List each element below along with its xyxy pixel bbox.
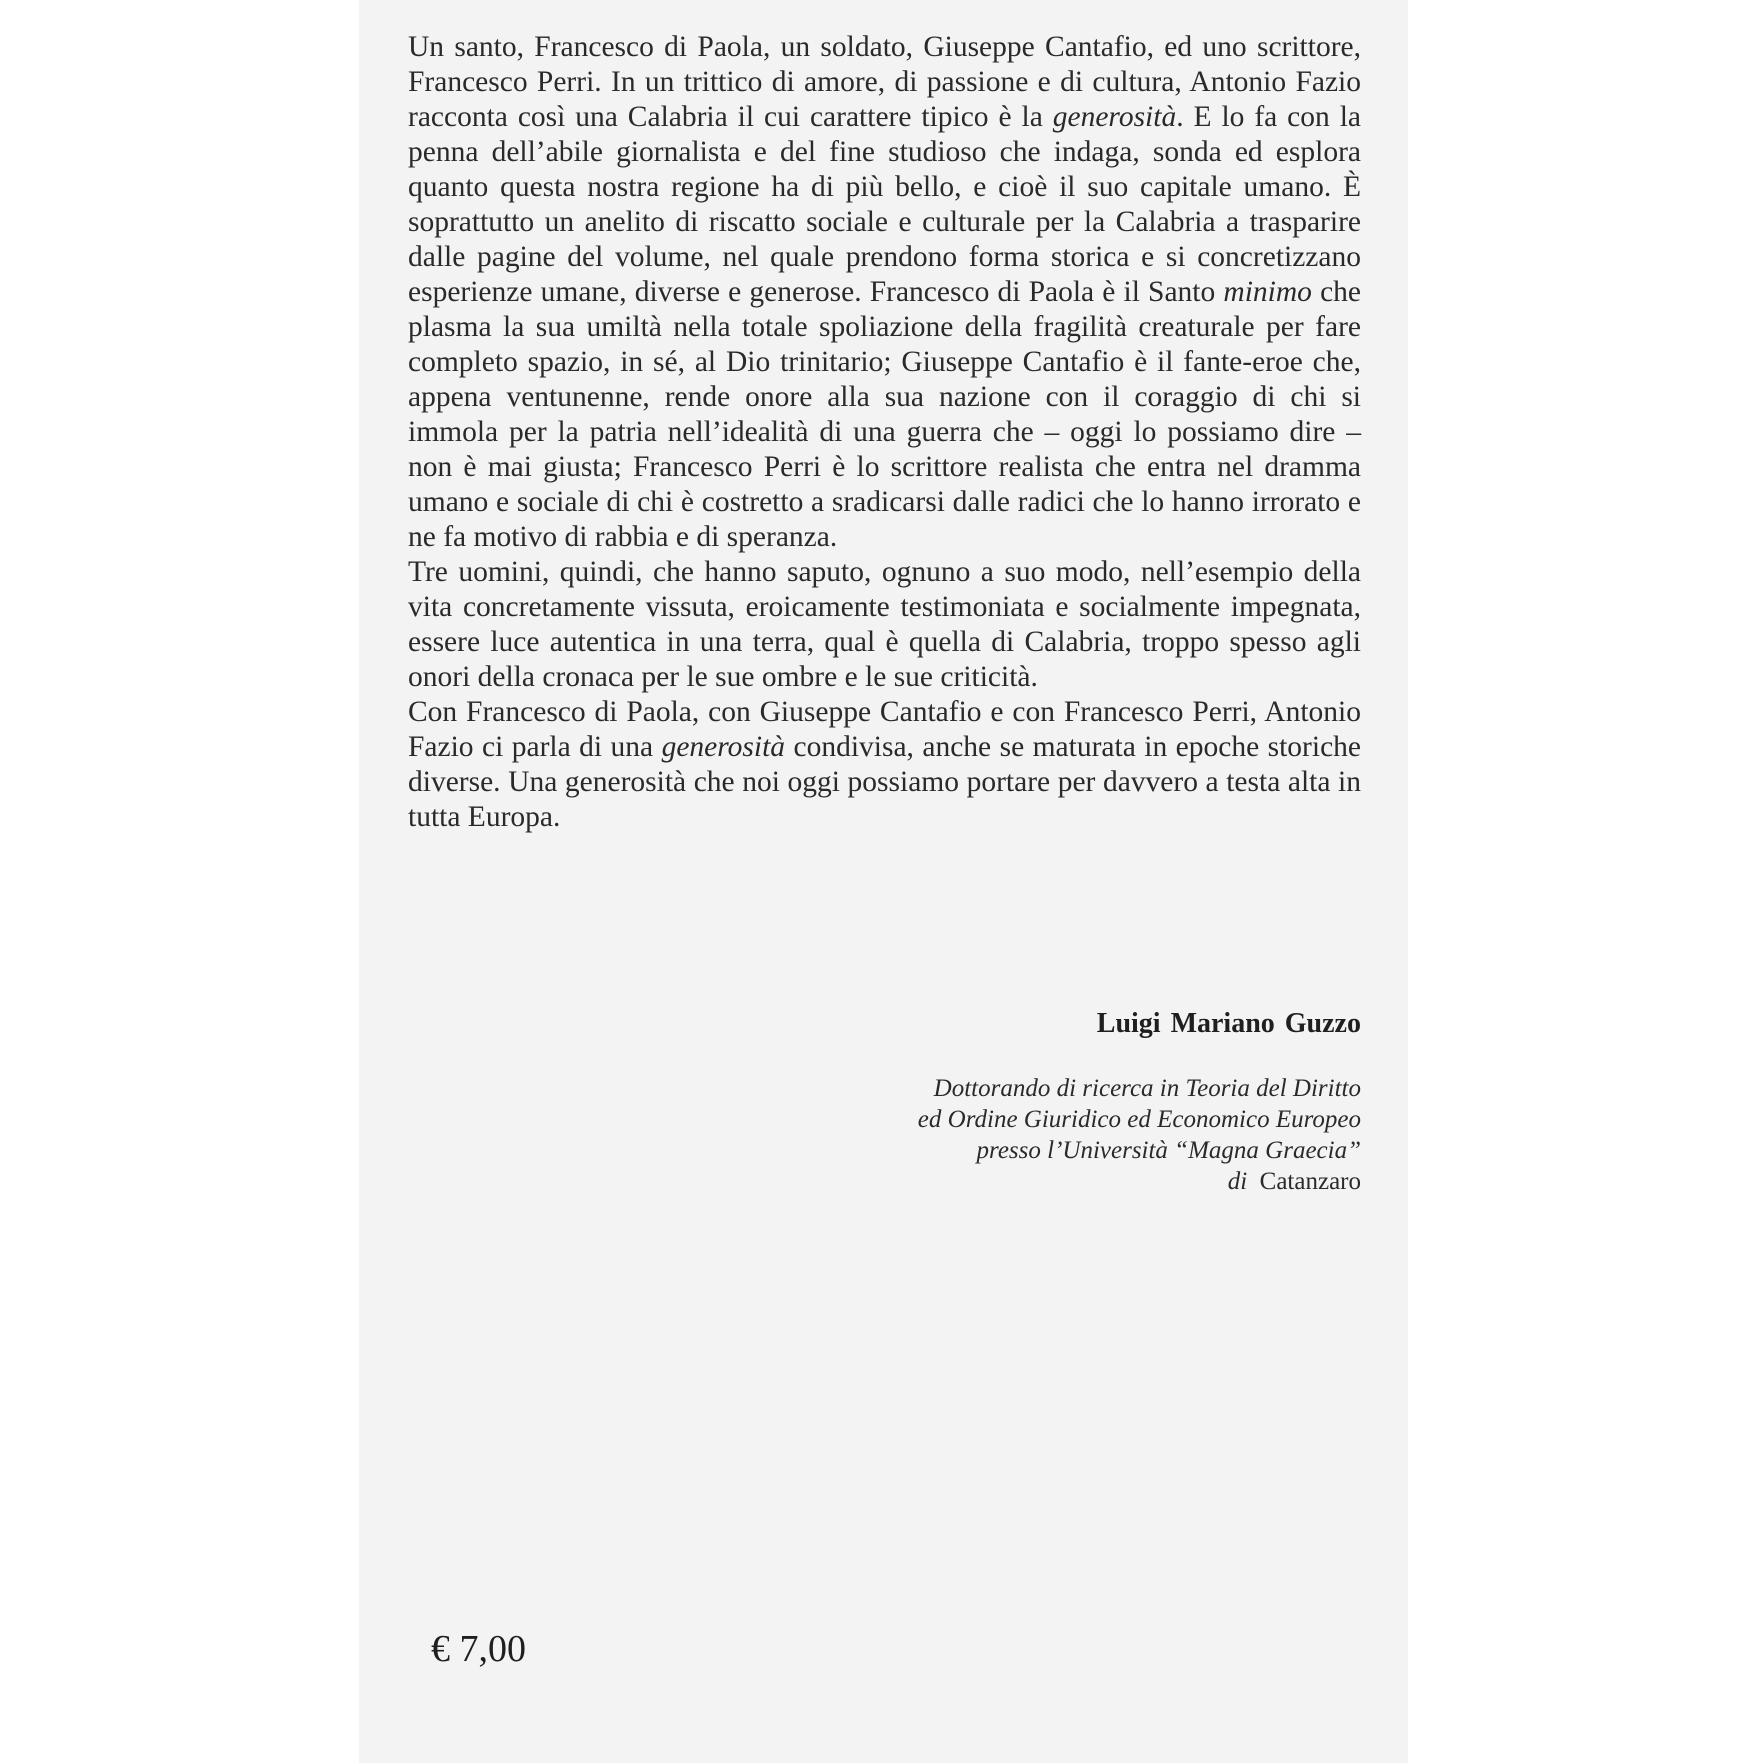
author-name: Luigi Mariano Guzzo — [1096, 1008, 1361, 1039]
paragraph-1-part-1: Un santo, Francesco di Paola, un soldato, Giuseppe Cantafio, ed uno scrittore, Francesco Perri. In un trittico di amore, di passione e di cultura, Antonio Fazio racconta così una Calabria il cui carattere tipico è la — [408, 31, 1361, 133]
affiliation-line-2: ed Ordine Giuridico ed Economico Europeo — [917, 1106, 1361, 1133]
paragraph-1-part-2: . E lo fa con la penna dell’abile giornalista e del fine studioso che indaga, sonda ed esplora quanto questa nostra regione ha di più bello, e cioè il suo capitale umano. È soprattutto un anelito di riscatto sociale e culturale per la Calabria a trasparire dalle pagine del volume, nel quale prendono forma storica e si concretizzano esperienze umane, diverse e generose. Francesco di Paola è il Santo — [408, 101, 1361, 308]
paragraph-1 — [408, 30, 1361, 555]
paragraph-1-italic-generosita: generosità — [1052, 101, 1177, 133]
body-text — [408, 30, 1361, 835]
paragraph-3-italic-generosita: generosità — [661, 731, 786, 763]
paragraph-2: Tre uomini, quindi, che hanno saputo, ognuno a suo modo, nell’esempio della vita concretamente vissuta, eroicamente testimoniata e socialmente impegnata, essere luce autentica in una terra, qual è quella di Calabria, troppo spesso agli onori della cronaca per le sue ombre e le sue criticità. — [408, 556, 1361, 693]
price-label: € 7,00 — [431, 1628, 526, 1670]
paragraph-3 — [408, 695, 1361, 835]
paragraph-1-italic-minimo: minimo — [1223, 276, 1312, 308]
author-affiliation — [408, 1073, 1361, 1197]
paragraph-1-part-3: che plasma la sua umiltà nella totale spoliazione della fragilità creaturale per fare completo spazio, in sé, al Dio trinitario; Giuseppe Cantafio è il fante-eroe che, appena ventunenne, rende onore alla sua nazione con il coraggio di chi si immola per la patria nell’idealità di una guerra che – oggi lo possiamo dire – non è mai giusta; Francesco Perri è lo scrittore realista che entra nel dramma umano e sociale di chi è costretto a sradicarsi dalle radici che lo hanno irrorato e ne fa motivo di rabbia e di speranza. — [408, 276, 1362, 553]
affiliation-city: Catanzaro — [1259, 1168, 1361, 1195]
affiliation-line-3: presso l’Università “Magna Graecia” — [976, 1137, 1361, 1164]
back-cover-page — [359, 0, 1408, 1763]
affiliation-line-1: Dottorando di ricerca in Teoria del Diritto — [933, 1075, 1361, 1102]
paragraph-3-part-1: Con Francesco di Paola, con Giuseppe Cantafio e con Francesco Perri, Antonio Fazio ci parla di una — [408, 696, 1361, 763]
paragraph-3-part-2: condivisa, anche se maturata in epoche storiche diverse. Una generosità che noi oggi possiamo portare per davvero a testa alta in tutta Europa. — [408, 731, 1362, 833]
affiliation-di: di — [1227, 1168, 1248, 1195]
affiliation-line-4 — [408, 1166, 1361, 1197]
